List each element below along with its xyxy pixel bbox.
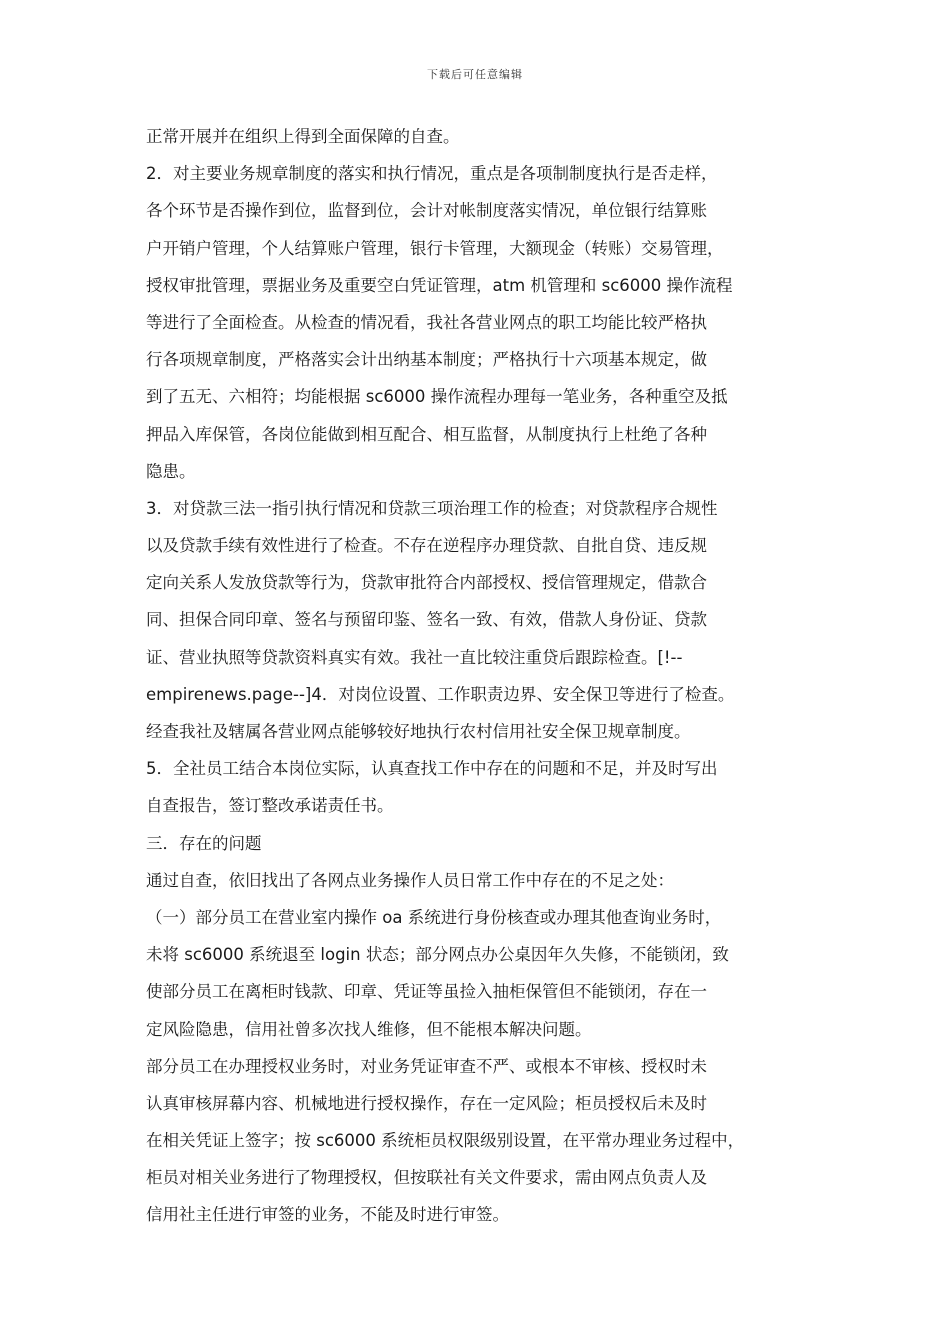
text-line: 到了五无、六相符；均能根据 sc6000 操作流程办理每一笔业务，各种重空及抵 [146,387,728,407]
section-heading: 三．存在的问题 [146,833,262,853]
text-line: 定向关系人发放贷款等行为，贷款审批符合内部授权、授信管理规定，借款合 [146,573,707,593]
document-body [146,118,816,1234]
text-line: 3．对贷款三法一指引执行情况和贷款三项治理工作的检查；对贷款程序合规性 [146,498,718,518]
text-line: 认真审核屏幕内容、机械地进行授权操作，存在一定风险；柜员授权后未及时 [146,1093,707,1113]
text-line: 同、担保合同印章、签名与预留印鉴、签名一致、有效，借款人身份证、贷款 [146,610,707,630]
text-line: 使部分员工在离柜时钱款、印章、凭证等虽捡入抽柜保管但不能锁闭，存在一 [146,982,707,1002]
text-line: （一）部分员工在营业室内操作 oa 系统进行身份核查或办理其他查询业务时， [146,907,722,927]
text-line: 2．对主要业务规章制度的落实和执行情况，重点是各项制制度执行是否走样， [146,164,718,184]
text-line: 隐患。 [146,461,196,481]
text-line: 部分员工在办理授权业务时，对业务凭证审查不严、或根本不审核、授权时未 [146,1056,707,1076]
text-line: 等进行了全面检查。从检查的情况看，我社各营业网点的职工均能比较严格执 [146,312,707,332]
text-line: 户开销户管理，个人结算账户管理，银行卡管理，大额现金（转账）交易管理， [146,238,724,258]
page-header: 下载后可任意编辑 [427,68,523,81]
text-line: empirenews.page--]4．对岗位设置、工作职责边界、安全保卫等进行了检查。 [146,684,735,704]
text-line: 自查报告，签订整改承诺责任书。 [146,796,394,816]
text-line: 押品入库保管，各岗位能做到相互配合、相互监督，从制度执行上杜绝了各种 [146,424,707,444]
text-line: 未将 sc6000 系统退至 login 状态；部分网点办公桌因年久失修，不能锁闭，致 [146,945,729,965]
text-line: 证、营业执照等贷款资料真实有效。我社一直比较注重贷后跟踪检查。[!-- [146,647,683,667]
text-line: 以及贷款手续有效性进行了检查。不存在逆程序办理贷款、自批自贷、违反规 [146,536,707,556]
text-line: 经查我社及辖属各营业网点能够较好地执行农村信用社安全保卫规章制度。 [146,722,691,741]
text-line: 定风险隐患，信用社曾多次找人维修，但不能根本解决问题。 [146,1019,592,1039]
text-line: 通过自查，依旧找出了各网点业务操作人员日常工作中存在的不足之处： [146,870,674,890]
text-line: 正常开展并在组织上得到全面保障的自查。 [146,127,460,146]
text-line: 行各项规章制度，严格落实会计出纳基本制度；严格执行十六项基本规定，做 [146,350,707,370]
text-line: 在相关凭证上签字；按 sc6000 系统柜员权限级别设置，在平常办理业务过程中， [146,1131,745,1151]
text-line: 授权审批管理，票据业务及重要空白凭证管理，atm 机管理和 sc6000 操作流程 [146,275,733,295]
text-line: 柜员对相关业务进行了物理授权，但按联社有关文件要求，需由网点负责人及 [146,1168,707,1188]
text-line: 信用社主任进行审签的业务，不能及时进行审签。 [146,1205,509,1225]
text-line: 各个环节是否操作到位，监督到位，会计对帐制度落实情况，单位银行结算账 [146,201,707,221]
text-line: 5．全社员工结合本岗位实际，认真查找工作中存在的问题和不足，并及时写出 [146,759,718,779]
